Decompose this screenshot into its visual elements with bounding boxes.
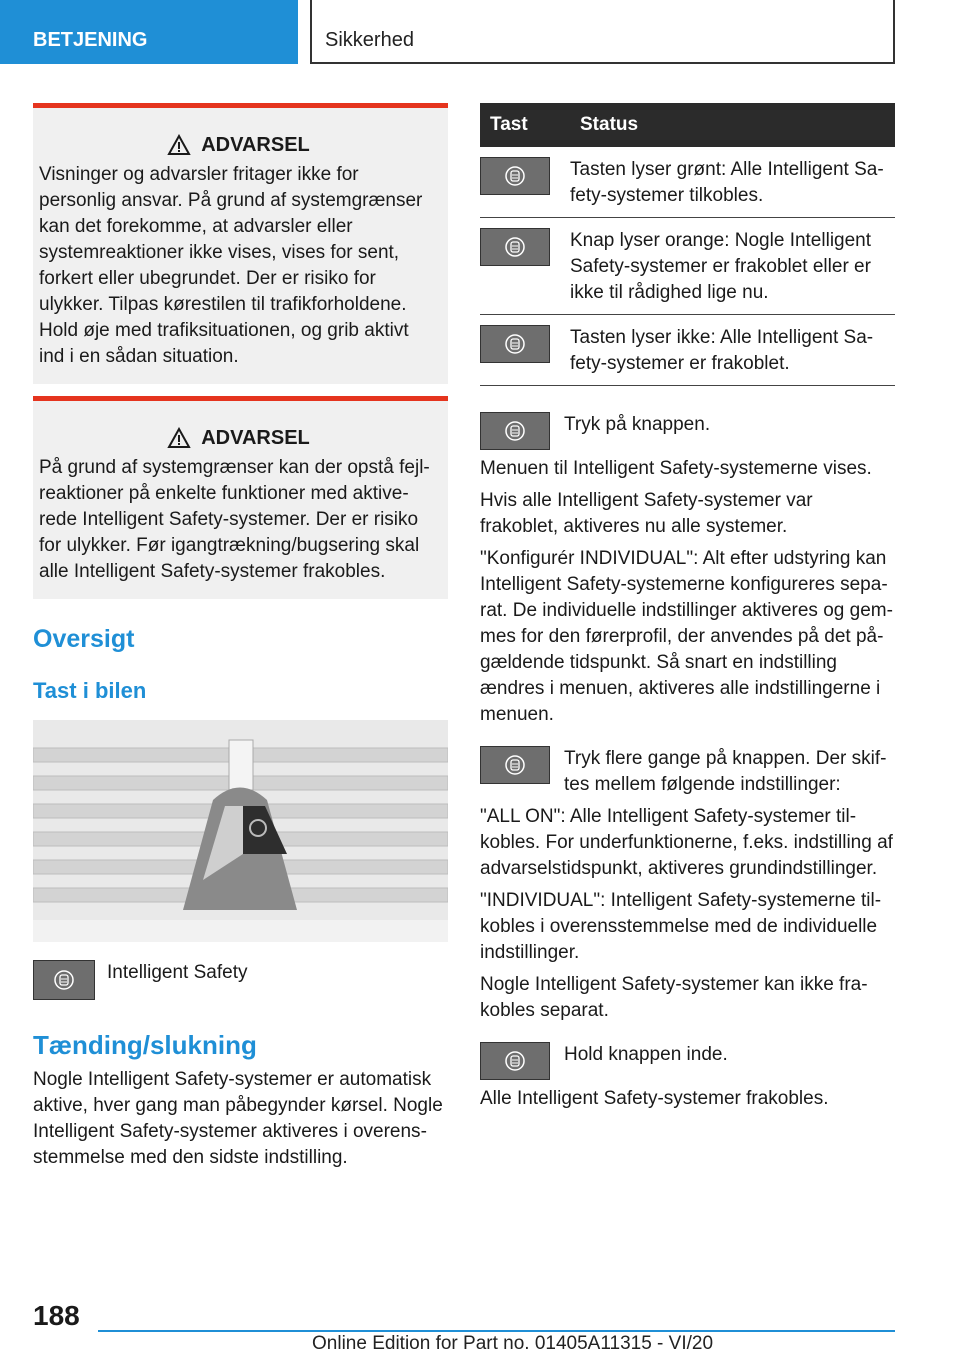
warning-text: Visninger og advarsler fritager ikke for personlig ansvar. På grund af systemgrænser kan det forekomme, at advarsler eller systemreaktioner ikke vises, vises for sent, forkert eller ubegrundet. Der er risiko for ulykker. Tilpas kørestilen til trafikforholdene. Hold øje med trafiksituationen, og grib aktivt ind i en sådan situation. bbox=[39, 164, 423, 367]
instruction-info: Nogle Intelligent Safety-systemer kan ikke frakobles separat. bbox=[480, 974, 868, 1021]
instruction-hold bbox=[480, 1042, 895, 1080]
instruction-result: Alle Intelligent Safety-systemer frakobles. bbox=[480, 1088, 829, 1109]
instruction-step: Hold knappen inde. bbox=[564, 1044, 728, 1065]
status-cell: Tasten lyser grønt: Alle Intelligent Safety-systemer tilkobles. bbox=[570, 147, 895, 218]
activation-heading: Tænding/slukning bbox=[33, 1030, 257, 1060]
warning-box bbox=[33, 396, 448, 599]
table-header-status: Status bbox=[570, 103, 895, 147]
warning-title-text: ADVARSEL bbox=[201, 134, 310, 156]
warning-title bbox=[39, 132, 438, 158]
instruction-result: Menuen til Intelligent Safety-systemerne vises. bbox=[480, 458, 872, 479]
table-row bbox=[480, 315, 895, 386]
page-number: 188 bbox=[33, 1300, 80, 1331]
warning-text: På grund af systemgrænser kan der opstå fejlreaktioner på enkelte funktioner med aktiverede Intelligent Safety-systemer. Der er risiko for ulykker. Før igangtrækning/bugsering skal alle Intelligent Safety-systemer frakobles. bbox=[39, 457, 430, 582]
intelligent-safety-button-icon bbox=[480, 746, 550, 784]
left-column bbox=[33, 103, 448, 1177]
table-row bbox=[480, 218, 895, 315]
instruction-step: Tryk på knappen. bbox=[564, 414, 711, 435]
footer-divider bbox=[98, 1330, 895, 1332]
intelligent-safety-button-icon bbox=[480, 325, 550, 363]
instruction-press-more bbox=[480, 746, 895, 798]
key-row bbox=[33, 960, 448, 1000]
instruction-info: Hvis alle Intelligent Safety-systemer var frakoblet, aktiveres nu alle systemer. bbox=[480, 490, 813, 537]
section-tab: BETJENING bbox=[0, 0, 298, 64]
button-caption: Intelligent Safety bbox=[107, 962, 248, 983]
status-cell: Knap lyser orange: Nogle Intelligent Safety-systemer er frakoblet eller er ikke til rådighed lige nu. bbox=[570, 218, 895, 315]
instruction-step: Tryk flere gange på knappen. Der skiftes mellem følgende indstillinger: bbox=[564, 748, 887, 795]
status-table bbox=[480, 103, 895, 386]
overview-subheading: Tast i bilen bbox=[33, 678, 147, 703]
right-column bbox=[480, 103, 895, 1118]
intelligent-safety-button-icon bbox=[480, 412, 550, 450]
instruction-info: "Konfigurér INDIVIDUAL": Alt efter udstyring kan Intelligent Safety-systemerne konfigureres separat. De individuelle indstillinger aktiveres og gemmes for den førerprofil, der anvendes på det pågældende tidspunkt. Så snart en indstilling ændres i menuen, aktiveres alle indstillingerne i menuen. bbox=[480, 548, 893, 725]
intelligent-safety-button-icon bbox=[480, 157, 550, 195]
intelligent-safety-button-icon bbox=[480, 1042, 550, 1080]
warning-box bbox=[33, 103, 448, 384]
instruction-press bbox=[480, 412, 895, 450]
warning-title-text: ADVARSEL bbox=[201, 427, 310, 449]
warning-triangle-icon bbox=[167, 427, 191, 449]
intelligent-safety-button-icon bbox=[480, 228, 550, 266]
table-row bbox=[480, 147, 895, 218]
instruction-info: "ALL ON": Alle Intelligent Safety-systemer tilkobles. For underfunktionerne, f.eks. indstilling af advarselstidspunkt, aktiveres grundindstillinger. bbox=[480, 806, 893, 879]
status-cell: Tasten lyser ikke: Alle Intelligent Safety-systemer er frakoblet. bbox=[570, 315, 895, 386]
car-button-photo bbox=[33, 720, 448, 942]
activation-text: Nogle Intelligent Safety-systemer er automatisk aktive, hver gang man påbegynder kørsel. Nogle Intelligent Safety-systemer aktiveres i overensstemmelse med den sidste indstilling. bbox=[33, 1069, 443, 1168]
footer-edition: Online Edition for Part no. 01405A11315 - VI/20 bbox=[312, 1333, 714, 1354]
warning-triangle-icon bbox=[167, 134, 191, 156]
instruction-info: "INDIVIDUAL": Intelligent Safety-systemerne tilkobles i overensstemmelse med de individuelle indstillinger. bbox=[480, 890, 882, 963]
warning-title bbox=[39, 425, 438, 451]
intelligent-safety-button-icon bbox=[33, 960, 95, 1000]
overview-heading: Oversigt bbox=[33, 625, 135, 653]
chapter-tab: Sikkerhed bbox=[310, 0, 895, 64]
table-header-key: Tast bbox=[480, 103, 570, 147]
